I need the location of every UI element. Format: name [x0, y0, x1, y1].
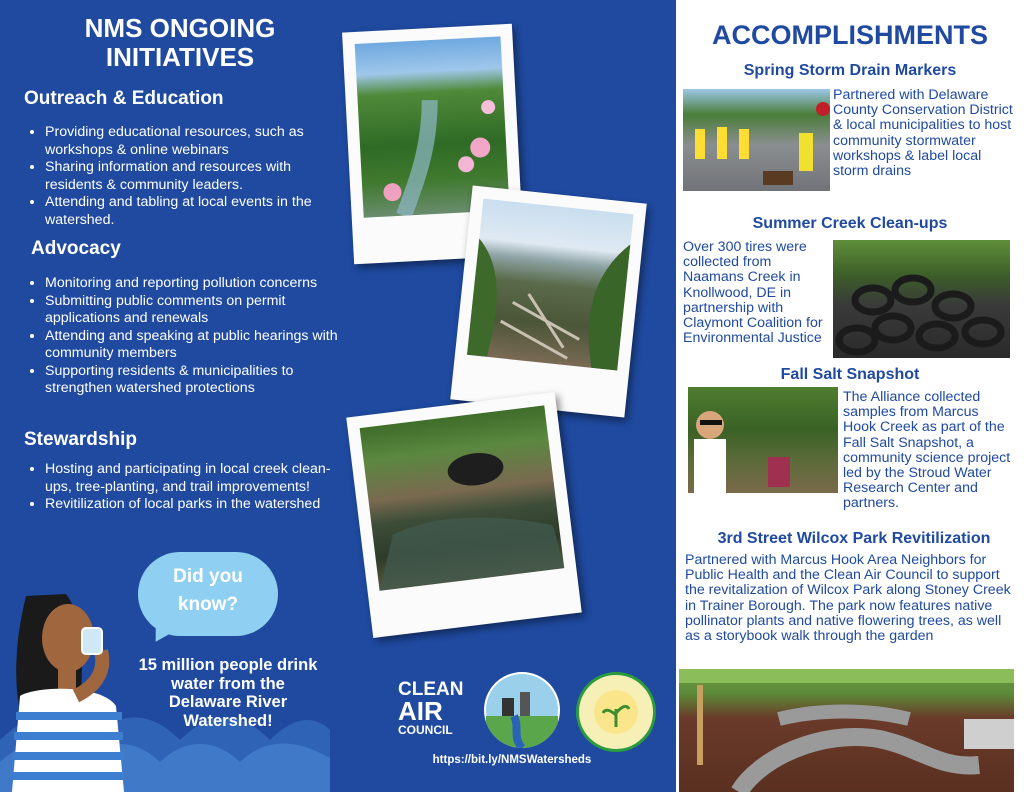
accomplishment-text-salt-snapshot: The Alliance collected samples from Marcus Hook Creek as part of the Fall Salt Snapshot, a community science project led by the Stroud Water Research Center and partners.	[843, 389, 1011, 512]
list-item: • Attending and speaking at public hearings with community members	[45, 328, 350, 363]
stewardship-list	[27, 461, 335, 514]
person-drinking-illustration	[6, 576, 136, 792]
accomplishments-title: ACCOMPLISHMENTS	[712, 20, 988, 50]
accomplishment-heading-salt-snapshot: Fall Salt Snapshot	[780, 366, 920, 383]
list-item: • Monitoring and reporting pollution concerns	[45, 275, 350, 293]
bubble-line-1: Did you	[173, 566, 243, 587]
photo-wilcox-park-garden	[679, 669, 1014, 792]
list-item: • Revitilization of local parks in the watershed	[45, 496, 335, 514]
list-item: • Sharing information and resources with residents & community leaders.	[45, 159, 350, 194]
page-title: NMS ONGOING INITIATIVES	[84, 13, 276, 72]
logo-text-clean: CLEAN	[398, 679, 464, 700]
accomplishment-heading-creek-cleanup: Summer Creek Clean-ups	[752, 215, 948, 232]
clean-air-council-logo	[398, 680, 468, 737]
list-item: • Attending and tabling at local events in the watershed.	[45, 194, 350, 229]
accomplishment-text-wilcox-park: Partnered with Marcus Hook Area Neighbors for Public Health and the Clean Air Council to support the revitalization of Wilcox Park along Stoney Creek in Trainer Borough. The park now features native pollinator plants and native flowering trees, as well as a storybook walk through the garden	[685, 552, 1011, 645]
accomplishment-text-storm-drain: Partnered with Delaware County Conservation District & local municipalities to host community stormwater workshops & label local storm drains	[833, 87, 1013, 180]
logo-text-council: COUNCIL	[398, 723, 453, 737]
photo-stream-culvert	[346, 392, 581, 638]
section-heading-stewardship: Stewardship	[24, 429, 137, 450]
did-you-know-text	[138, 563, 278, 619]
advocacy-list	[27, 275, 350, 398]
photo-tire-pile	[833, 240, 1010, 358]
bubble-line-2: know?	[177, 594, 239, 615]
fact-text: 15 million people drink water from the Delaware River Watershed!	[138, 656, 318, 730]
website-url[interactable]: https://bit.ly/NMSWatersheds	[432, 754, 592, 766]
list-item: • Providing educational resources, such as workshops & online webinars	[45, 124, 350, 159]
section-heading-outreach: Outreach & Education	[24, 88, 224, 109]
watershed-logo	[484, 672, 560, 748]
photo-salt-snapshot	[688, 387, 838, 493]
accomplishment-heading-storm-drain: Spring Storm Drain Markers	[743, 62, 957, 79]
photo-storm-drain-group	[683, 89, 830, 191]
logo-text-air: AIR	[398, 696, 443, 726]
list-item: • Supporting residents & municipalities to strengthen watershed protections	[45, 363, 350, 398]
outreach-list	[27, 124, 350, 229]
photo-shoreline	[450, 185, 647, 417]
public-health-seal-logo	[576, 672, 656, 752]
list-item: • Hosting and participating in local creek clean-ups, tree-planting, and trail improvements!	[45, 461, 335, 496]
list-item: • Submitting public comments on permit applications and renewals	[45, 293, 350, 328]
section-heading-advocacy: Advocacy	[31, 238, 121, 259]
accomplishment-heading-wilcox-park: 3rd Street Wilcox Park Revitilization	[717, 530, 991, 547]
accomplishment-text-creek-cleanup: Over 300 tires were collected from Naamans Creek in Knollwood, DE in partnership with Claymont Coalition for Environmental Justice	[683, 239, 823, 347]
